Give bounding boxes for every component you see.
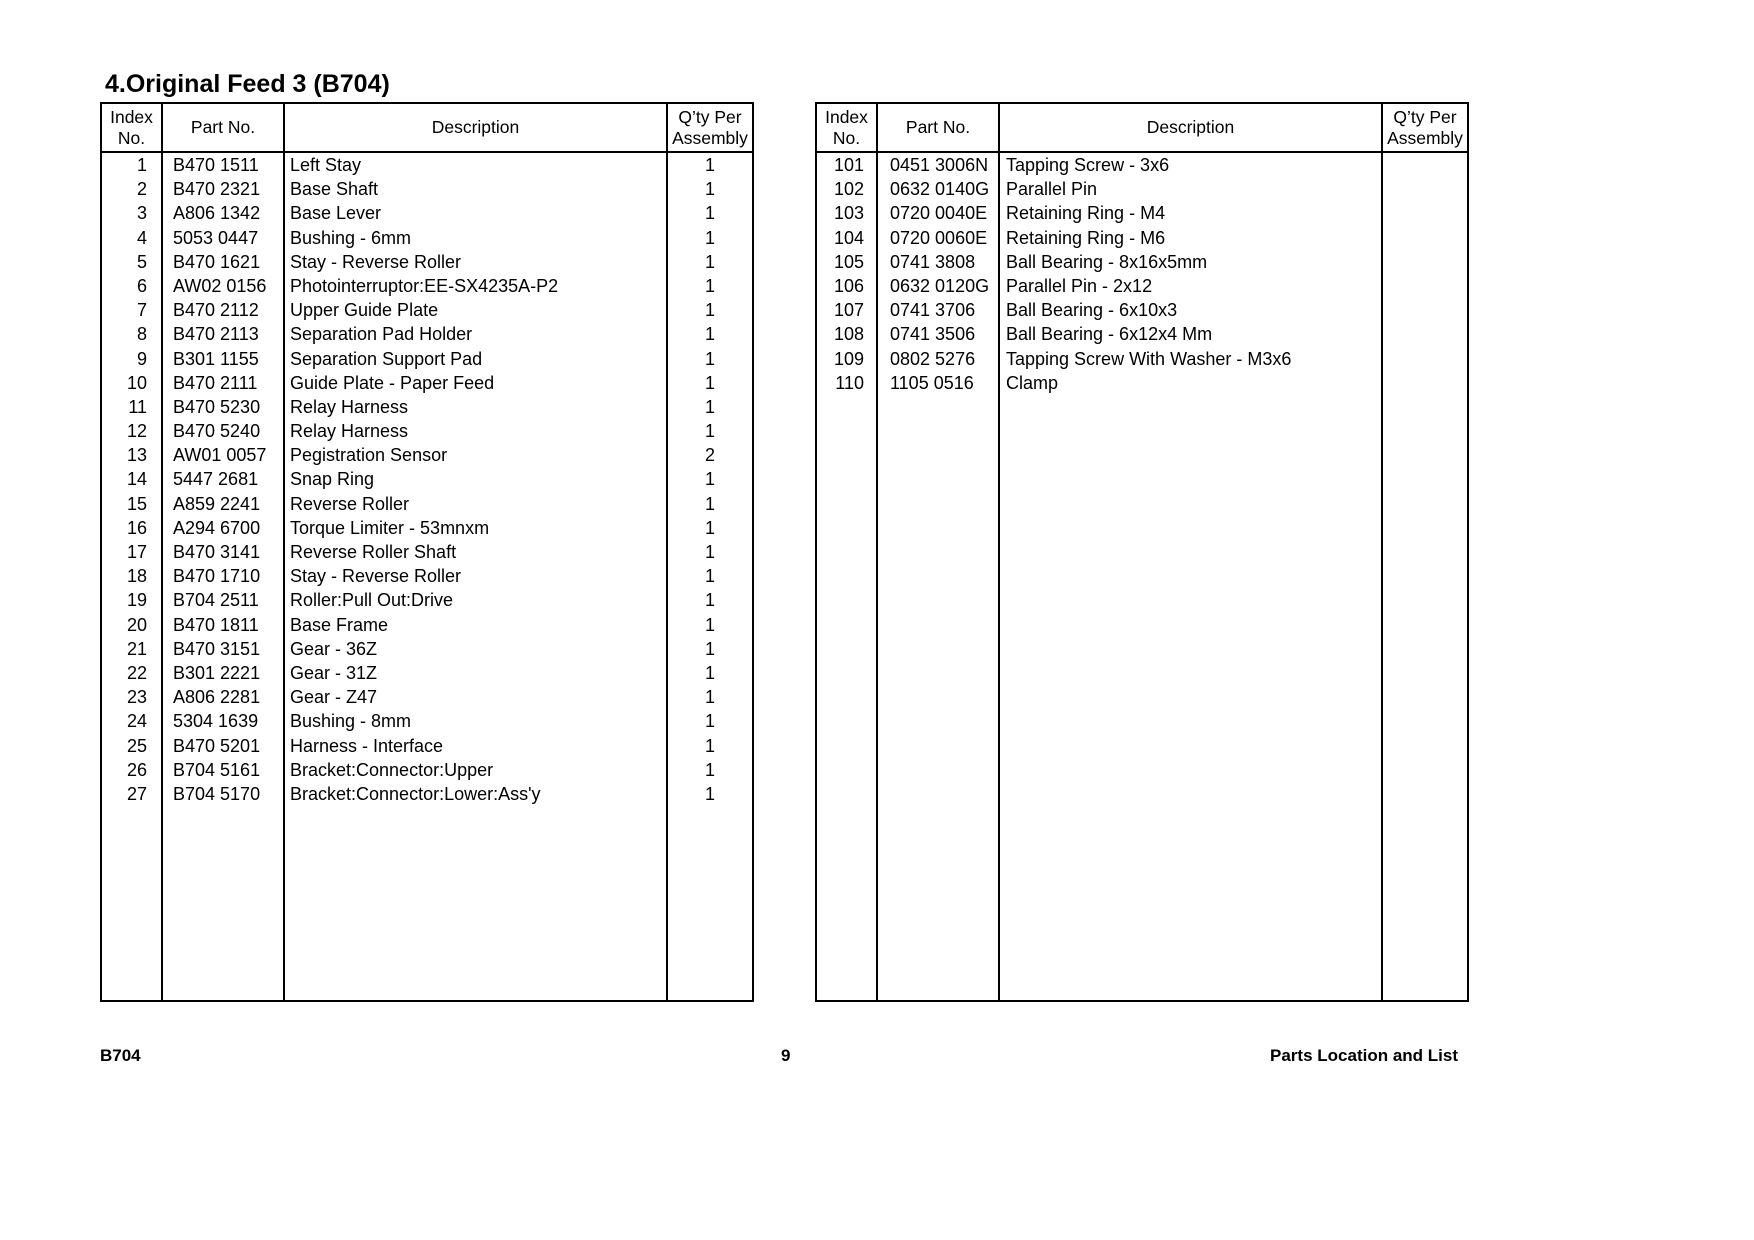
footer-model: B704: [100, 1046, 141, 1065]
cell-description: Gear - 36Z: [290, 638, 378, 659]
cell-part-no: 0741 3506: [890, 324, 976, 345]
header-part-no: Part No.: [905, 117, 971, 137]
cell-qty: 1: [704, 711, 715, 732]
table-row: [817, 322, 1467, 346]
cell-part-no: B470 3151: [173, 638, 261, 659]
footer-page-number: 9: [781, 1046, 791, 1065]
cell-part-no: B470 5230: [173, 396, 261, 417]
cell-index: 5: [136, 251, 147, 272]
cell-index: 106: [833, 275, 864, 296]
cell-part-no: B301 1155: [173, 348, 259, 369]
cell-qty: 1: [704, 469, 715, 490]
cell-description: Gear - 31Z: [290, 662, 378, 683]
table-row: [102, 492, 752, 516]
cell-description: Gear - Z47: [290, 687, 378, 708]
table-row: [817, 347, 1467, 371]
cell-description: Left Stay: [290, 155, 362, 175]
table-row: [102, 274, 752, 298]
cell-qty: 1: [704, 662, 715, 683]
cell-part-no: 0632 0120G: [890, 275, 990, 296]
cell-qty: 1: [704, 566, 715, 587]
cell-qty: 1: [704, 493, 715, 514]
header-index: Index No.: [825, 106, 868, 148]
cell-index: 9: [136, 348, 147, 369]
cell-qty: 1: [704, 590, 715, 611]
cell-index: 23: [126, 687, 147, 708]
cell-part-no: B470 3141: [173, 542, 261, 562]
cell-index: 101: [833, 155, 864, 175]
cell-description: Torque Limiter - 53mnxm: [290, 517, 490, 538]
cell-part-no: A859 2241: [173, 493, 261, 514]
cell-description: Retaining Ring - M4: [1006, 203, 1166, 224]
table-row: [102, 516, 752, 540]
cell-index: 1: [136, 155, 147, 175]
cell-part-no: 0720 0040E: [890, 203, 988, 224]
cell-index: 21: [126, 638, 147, 659]
header-qty: Q’ty Per Assembly: [1387, 106, 1463, 148]
table-row: [102, 443, 752, 467]
table-row: [102, 588, 752, 612]
cell-part-no: B470 1511: [173, 155, 259, 175]
cell-part-no: B470 2112: [173, 300, 259, 321]
cell-index: 20: [126, 614, 147, 635]
cell-description: Parallel Pin: [1006, 179, 1098, 200]
cell-index: 107: [833, 300, 864, 321]
cell-part-no: 0741 3808: [890, 251, 976, 272]
cell-description: Bracket:Connector:Upper: [290, 759, 494, 780]
cell-index: 15: [126, 493, 147, 514]
cell-index: 8: [136, 324, 147, 345]
cell-index: 12: [126, 421, 147, 442]
table-row: [817, 250, 1467, 274]
table-row: [102, 709, 752, 733]
cell-qty: 1: [704, 275, 715, 296]
cell-part-no: 5304 1639: [173, 711, 259, 732]
cell-index: 25: [126, 735, 147, 756]
cell-part-no: 5053 0447: [173, 227, 259, 248]
cell-part-no: 0741 3706: [890, 300, 976, 321]
cell-description: Upper Guide Plate: [290, 300, 439, 321]
table-row: [817, 371, 1467, 395]
cell-description: Separation Pad Holder: [290, 324, 473, 345]
cell-index: 7: [136, 300, 147, 321]
cell-qty: 1: [704, 517, 715, 538]
table-row: [102, 613, 752, 637]
cell-index: 18: [126, 566, 147, 587]
cell-description: Base Frame: [290, 614, 389, 635]
cell-index: 10: [126, 372, 147, 393]
table-row: [102, 564, 752, 588]
cell-index: 102: [833, 179, 864, 200]
cell-part-no: B704 5170: [173, 783, 261, 804]
cell-part-no: A294 6700: [173, 517, 261, 538]
cell-index: 11: [128, 396, 147, 417]
cell-qty: 1: [704, 542, 715, 562]
table-row: [817, 153, 1467, 177]
header-index: Index No.: [110, 106, 153, 148]
cell-part-no: B301 2221: [173, 662, 261, 683]
cell-index: 19: [126, 590, 147, 611]
header-part-no: Part No.: [190, 117, 256, 137]
cell-description: Reverse Roller Shaft: [290, 542, 457, 562]
cell-index: 2: [136, 179, 147, 200]
cell-description: Relay Harness: [290, 421, 409, 442]
cell-qty: 1: [704, 687, 715, 708]
cell-index: 4: [136, 227, 147, 248]
cell-part-no: 0802 5276: [890, 348, 976, 369]
cell-index: 24: [126, 711, 147, 732]
cell-index: 26: [126, 759, 147, 780]
table-row: [102, 371, 752, 395]
cell-index: 110: [835, 372, 864, 393]
cell-part-no: A806 2281: [173, 687, 261, 708]
table-row: [817, 226, 1467, 250]
cell-description: Pegistration Sensor: [290, 445, 448, 466]
cell-qty: 1: [704, 179, 715, 200]
table-body: [817, 153, 1467, 395]
cell-qty: 1: [704, 155, 715, 175]
cell-description: Separation Support Pad: [290, 348, 483, 369]
cell-description: Tapping Screw With Washer - M3x6: [1006, 348, 1292, 369]
cell-qty: 1: [704, 759, 715, 780]
table-row: [102, 734, 752, 758]
table-row: [102, 419, 752, 443]
table-row: [102, 395, 752, 419]
cell-qty: 1: [704, 614, 715, 635]
cell-part-no: 0632 0140G: [890, 179, 990, 200]
cell-part-no: 0720 0060E: [890, 227, 988, 248]
cell-part-no: B470 1621: [173, 251, 261, 272]
table-row: [102, 467, 752, 491]
cell-index: 13: [126, 445, 147, 466]
footer-section: Parts Location and List: [1270, 1046, 1458, 1065]
cell-part-no: B470 2113: [173, 324, 259, 345]
cell-part-no: A806 1342: [173, 203, 261, 224]
cell-description: Guide Plate - Paper Feed: [290, 372, 495, 393]
cell-part-no: B470 1710: [173, 566, 261, 587]
cell-index: 16: [126, 517, 147, 538]
cell-qty: 1: [704, 348, 715, 369]
cell-description: Ball Bearing - 8x16x5mm: [1006, 251, 1208, 272]
table-row: [102, 685, 752, 709]
cell-qty: 1: [704, 300, 715, 321]
cell-description: Base Shaft: [290, 179, 379, 200]
cell-description: Relay Harness: [290, 396, 409, 417]
table-row: [102, 758, 752, 782]
cell-part-no: B704 5161: [173, 759, 261, 780]
cell-index: 3: [136, 203, 147, 224]
table-row: [102, 201, 752, 225]
cell-qty: 1: [704, 324, 715, 345]
cell-qty: 1: [704, 203, 715, 224]
cell-index: 27: [126, 783, 147, 804]
table-row: [102, 540, 752, 564]
cell-description: Bracket:Connector:Lower:Ass'y: [290, 783, 541, 804]
cell-description: Photointerruptor:EE-SX4235A-P2: [290, 275, 559, 296]
cell-qty: 2: [704, 445, 715, 466]
cell-part-no: B470 1811: [173, 614, 259, 635]
table-row: [102, 250, 752, 274]
cell-index: 22: [126, 662, 147, 683]
table-row: [102, 637, 752, 661]
table-row: [817, 298, 1467, 322]
cell-index: 108: [833, 324, 864, 345]
cell-part-no: 0451 3006N: [890, 155, 989, 175]
cell-part-no: B470 2111: [173, 372, 258, 393]
cell-description: Snap Ring: [290, 469, 375, 490]
cell-index: 14: [126, 469, 147, 490]
parts-table-left: [100, 102, 754, 1002]
cell-description: Ball Bearing - 6x10x3: [1006, 300, 1178, 321]
cell-description: Harness - Interface: [290, 735, 444, 756]
parts-table-right: [815, 102, 1469, 1002]
cell-qty: 1: [704, 396, 715, 417]
cell-index: 104: [833, 227, 864, 248]
cell-index: 6: [136, 275, 147, 296]
cell-part-no: B470 5201: [173, 735, 261, 756]
cell-description: Roller:Pull Out:Drive: [290, 590, 454, 611]
cell-description: Bushing - 8mm: [290, 711, 412, 732]
header-description: Description: [431, 117, 520, 137]
header-description: Description: [1146, 117, 1235, 137]
cell-qty: 1: [704, 638, 715, 659]
table-row: [102, 177, 752, 201]
cell-part-no: B470 2321: [173, 179, 261, 200]
cell-qty: 1: [704, 421, 715, 442]
cell-part-no: 5447 2681: [173, 469, 259, 490]
cell-qty: 1: [704, 251, 715, 272]
cell-description: Clamp: [1006, 372, 1059, 393]
cell-description: Tapping Screw - 3x6: [1006, 155, 1170, 175]
table-row: [102, 226, 752, 250]
cell-qty: 1: [704, 735, 715, 756]
cell-qty: 1: [704, 372, 715, 393]
cell-part-no: 1105 0516: [890, 372, 974, 393]
table-row: [817, 201, 1467, 225]
cell-qty: 1: [704, 227, 715, 248]
cell-part-no: B470 5240: [173, 421, 261, 442]
table-row: [102, 153, 752, 177]
cell-description: Stay - Reverse Roller: [290, 251, 462, 272]
cell-index: 105: [833, 251, 864, 272]
page-title: 4.Original Feed 3 (B704): [105, 70, 390, 98]
cell-qty: 1: [704, 783, 715, 804]
cell-part-no: B704 2511: [173, 590, 259, 611]
cell-index: 17: [126, 542, 147, 562]
cell-description: Reverse Roller: [290, 493, 410, 514]
table-row: [102, 322, 752, 346]
cell-description: Bushing - 6mm: [290, 227, 412, 248]
table-row: [102, 298, 752, 322]
cell-index: 109: [833, 348, 864, 369]
table-row: [817, 177, 1467, 201]
table-row: [817, 274, 1467, 298]
cell-description: Base Lever: [290, 203, 382, 224]
table-body: [102, 153, 752, 806]
cell-description: Ball Bearing - 6x12x4 Mm: [1006, 324, 1213, 345]
cell-index: 103: [833, 203, 864, 224]
header-qty: Q’ty Per Assembly: [672, 106, 748, 148]
cell-description: Parallel Pin - 2x12: [1006, 275, 1153, 296]
table-row: [102, 347, 752, 371]
cell-description: Stay - Reverse Roller: [290, 566, 462, 587]
table-row: [102, 661, 752, 685]
cell-part-no: AW02 0156: [173, 275, 267, 296]
cell-description: Retaining Ring - M6: [1006, 227, 1166, 248]
table-row: [102, 782, 752, 806]
cell-part-no: AW01 0057: [173, 445, 267, 466]
